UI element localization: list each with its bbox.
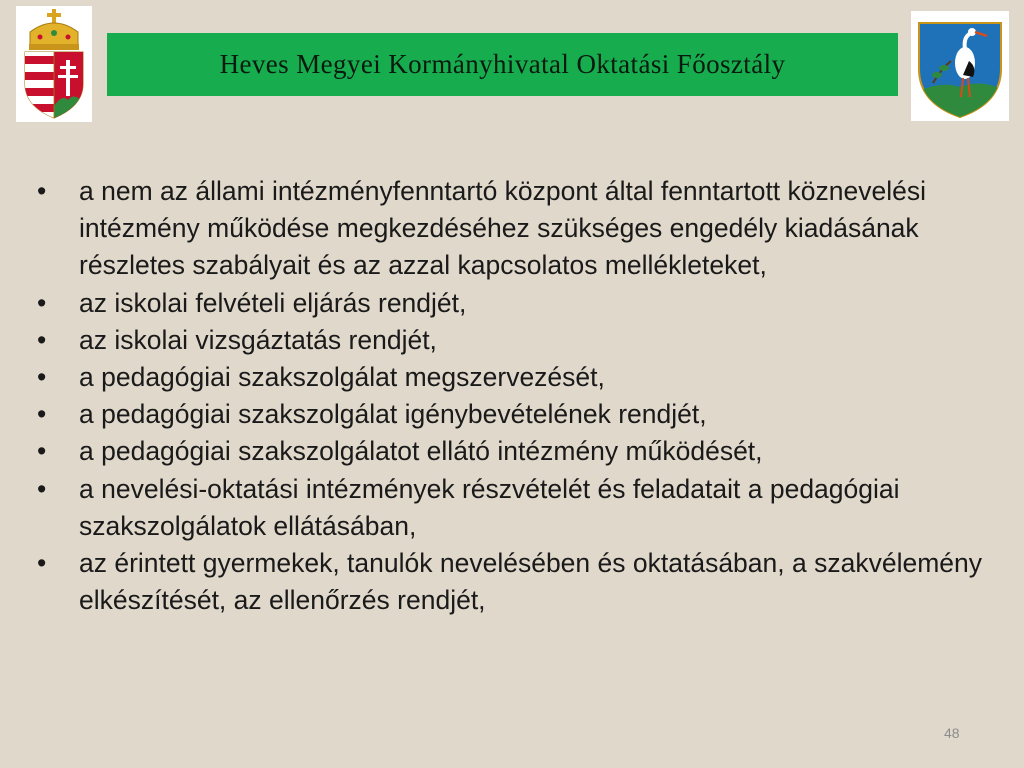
list-item (34, 322, 1009, 359)
heves-county-coat-of-arms-stork-icon (911, 11, 1009, 121)
list-item (34, 285, 1009, 322)
list-item (34, 545, 1009, 619)
list-item (34, 433, 1009, 470)
bullet-icon: • (37, 362, 47, 393)
bullet-icon: • (37, 436, 47, 467)
list-item-text: a nem az állami intézményfenntartó központ által fenntartott köznevelési intézmény működése megkezdéséhez szükséges engedély kiadásának részletes szabályait és az azzal kapcsolatos mellékleteket, (79, 176, 926, 281)
list-item (34, 359, 1009, 396)
bullet-icon: • (37, 548, 47, 579)
bullet-icon: • (37, 324, 47, 355)
list-item-text: az érintett gyermekek, tanulók nevelésében és oktatásában, a szakvélemény elkészítését, az ellenőrzés rendjét, (79, 548, 982, 616)
list-item-text: az iskolai felvételi eljárás rendjét, (79, 287, 467, 318)
bullet-icon: • (37, 473, 47, 504)
hungarian-coat-of-arms-icon (16, 6, 92, 122)
bullet-icon: • (37, 287, 47, 318)
list-item-text: a pedagógiai szakszolgálatot ellátó intézmény működését, (79, 436, 763, 467)
list-item-text: a pedagógiai szakszolgálat igénybevételének rendjét, (79, 399, 707, 430)
bullet-icon: • (37, 176, 47, 206)
page-title: Heves Megyei Kormányhivatal Oktatási Főosztály (219, 49, 786, 79)
list-item (34, 173, 1009, 285)
page-number: 48 (944, 725, 960, 741)
bullet-icon: • (37, 399, 47, 430)
list-item-text: a pedagógiai szakszolgálat megszervezését, (79, 362, 605, 393)
bullet-list (34, 173, 1009, 619)
list-item (34, 471, 1009, 545)
list-item-text: a nevelési-oktatási intézmények részvételét és feladatait a pedagógiai szakszolgálatok ellátásában, (79, 473, 900, 541)
list-item-text: az iskolai vizsgáztatás rendjét, (79, 324, 437, 355)
header-title-bar (107, 33, 898, 96)
list-item (34, 396, 1009, 433)
